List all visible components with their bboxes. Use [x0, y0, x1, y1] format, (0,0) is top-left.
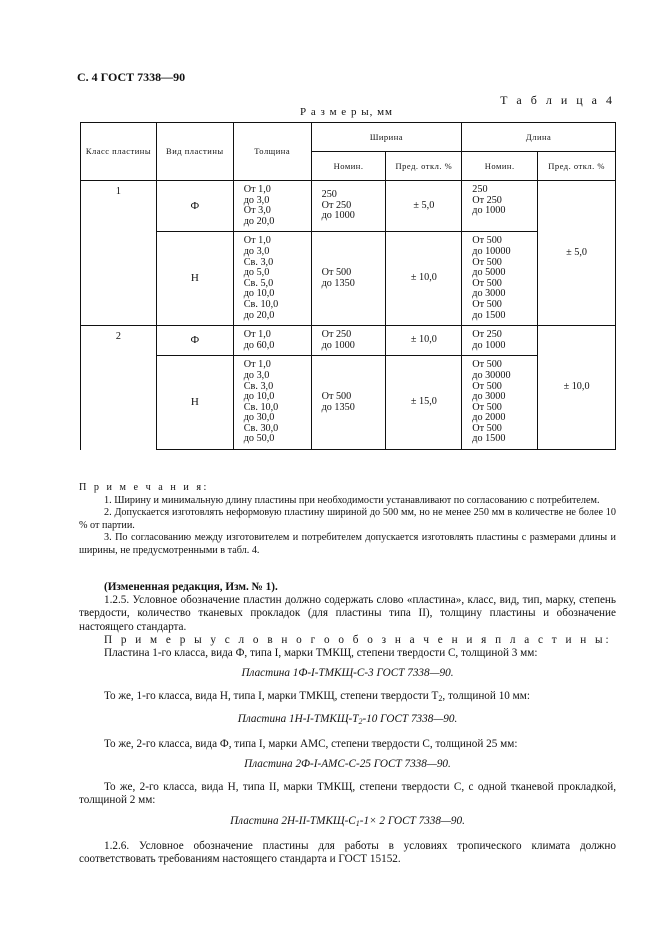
amended-note: (Измененная редакция, Изм. № 1). — [104, 581, 278, 593]
cell-thickness: От 1,0 до 3,0 Св. 3,0 до 5,0 Св. 5,0 до 10,0 Св. 10,0 до 20,0 — [233, 232, 311, 326]
table-row — [81, 356, 616, 450]
example-2-text: То же, 1-го класса, вида Н, типа I, марки ТМКЩ, степени твердости $Т_2$, толщиной 10 мм: — [104, 690, 530, 704]
sizes-table — [80, 122, 616, 450]
table-header-row — [81, 123, 616, 152]
cell-length-deviation: ± 5,0 — [538, 181, 616, 326]
sizes-label: Р а з м е р ы, мм — [300, 106, 394, 118]
cell-length-nominal: От 250 до 1000 — [462, 326, 538, 356]
cell-width-nominal: От 250 до 1000 — [311, 326, 386, 356]
cell-width-nominal: От 500 до 1350 — [311, 232, 386, 326]
cell-thickness: От 1,0 до 3,0 Св. 3,0 до 10,0 Св. 10,0 до 30,0 Св. 30,0 до 50,0 — [233, 356, 311, 450]
header-width-nominal: Номин. — [311, 152, 386, 181]
cell-length-deviation: ± 10,0 — [538, 326, 616, 450]
example-3-text: То же, 2-го класса, вида Ф, типа I, марки АМС, степени твердости С, толщиной 25 мм: — [104, 737, 518, 750]
example-2-code: Пластина $1Н-I-ТМКЩ-Т_2-10$ ГОСТ 7338—90. — [237, 712, 458, 726]
examples-title: П р и м е р ы у с л о в н о г о о б о з н а ч е н и я п л а с т и н ы: — [104, 633, 612, 646]
table-row — [81, 326, 616, 356]
cell-length-nominal: От 500 до 10000 От 500 до 5000 От 500 до 3000 От 500 до 1500 — [462, 232, 538, 326]
cell-width-deviation: ± 10,0 — [386, 326, 462, 356]
cell-kind: Н — [156, 232, 233, 326]
cell-kind: Ф — [156, 181, 233, 232]
header-class: Класс пластины — [81, 123, 157, 181]
paragraph-1-2-6: 1.2.6. Условное обозначение пластины для работы в условиях тропического климата должно соответствовать требованиям настоящего стандарта и ГОСТ 15152. — [79, 839, 616, 866]
example-4-text: То же, 2-го класса, вида Н, типа II, марки ТМКЩ, степени твердости С, с одной тканевой прокладкой, толщиной 2 мм: — [79, 781, 616, 807]
header-length-nominal: Номин. — [462, 152, 538, 181]
paragraph-1-2-5: 1.2.5. Условное обозначение пластин должно содержать слово «пластина», класс, вид, тип, марку, степень твердости, количество тканевых прокладок (для пластины типа II), толщину пластины и обозначение настоящего стандарта. — [79, 594, 616, 633]
note-item: 1. Ширину и минимальную длину пластины при необходимости устанавливают по согласованию с потребителем. — [104, 494, 600, 506]
header-thickness: Толщина — [233, 123, 311, 181]
cell-class: 1 — [81, 181, 157, 326]
cell-kind: Ф — [156, 326, 233, 356]
header-kind: Вид пластины — [156, 123, 233, 181]
table-label: Т а б л и ц а 4 — [500, 93, 615, 107]
cell-thickness: От 1,0 до 3,0 От 3,0 до 20,0 — [233, 181, 311, 232]
example-1-text: Пластина 1-го класса, вида Ф, типа I, марки ТМКЩ, степени твердости С, толщиной 3 мм: — [104, 647, 538, 660]
header-width-deviation: Пред. откл. % — [386, 152, 462, 181]
table-row — [81, 232, 616, 326]
body-text — [79, 581, 616, 866]
table-notes — [79, 482, 616, 558]
note-item: 2. Допускается изготовлять неформовую пластину шириной до 500 мм, но не менее 250 мм в количестве не более 10 % от партии. — [79, 507, 616, 531]
cell-width-deviation: ± 10,0 — [386, 232, 462, 326]
cell-thickness: От 1,0 до 60,0 — [233, 326, 311, 356]
notes-title: П р и м е ч а н и я: — [79, 482, 209, 493]
cell-width-deviation: ± 5,0 — [386, 181, 462, 232]
cell-length-nominal: 250 От 250 до 1000 — [462, 181, 538, 232]
cell-class: 2 — [81, 326, 157, 450]
header-length-deviation: Пред. откл. % — [538, 152, 616, 181]
cell-width-nominal: 250 От 250 до 1000 — [311, 181, 386, 232]
example-3-code: Пластина 2Ф-I-АМС-С-25 ГОСТ 7338—90. — [244, 758, 451, 771]
cell-width-deviation: ± 15,0 — [386, 356, 462, 450]
cell-length-nominal: От 500 до 30000 От 500 до 3000 От 500 до 2000 От 500 до 1500 — [462, 356, 538, 450]
note-item: 3. По согласованию между изготовителем и потребителем допускается изготовлять пластины с размерами длины и ширины, не предусмотренными в табл. 4. — [79, 532, 616, 556]
example-1-code: Пластина 1Ф-I-ТМКЩ-С-3 ГОСТ 7338—90. — [241, 667, 454, 680]
example-4-code: Пластина $2Н-II-ТМКЩ-С_1-1\times 2$ ГОСТ 7338—90. — [230, 814, 465, 828]
cell-kind: Н — [156, 356, 233, 450]
table-row — [81, 181, 616, 232]
header-width: Ширина — [311, 123, 462, 152]
header-length: Длина — [462, 123, 616, 152]
page-header: С. 4 ГОСТ 7338—90 — [77, 70, 186, 84]
cell-width-nominal: От 500 до 1350 — [311, 356, 386, 450]
